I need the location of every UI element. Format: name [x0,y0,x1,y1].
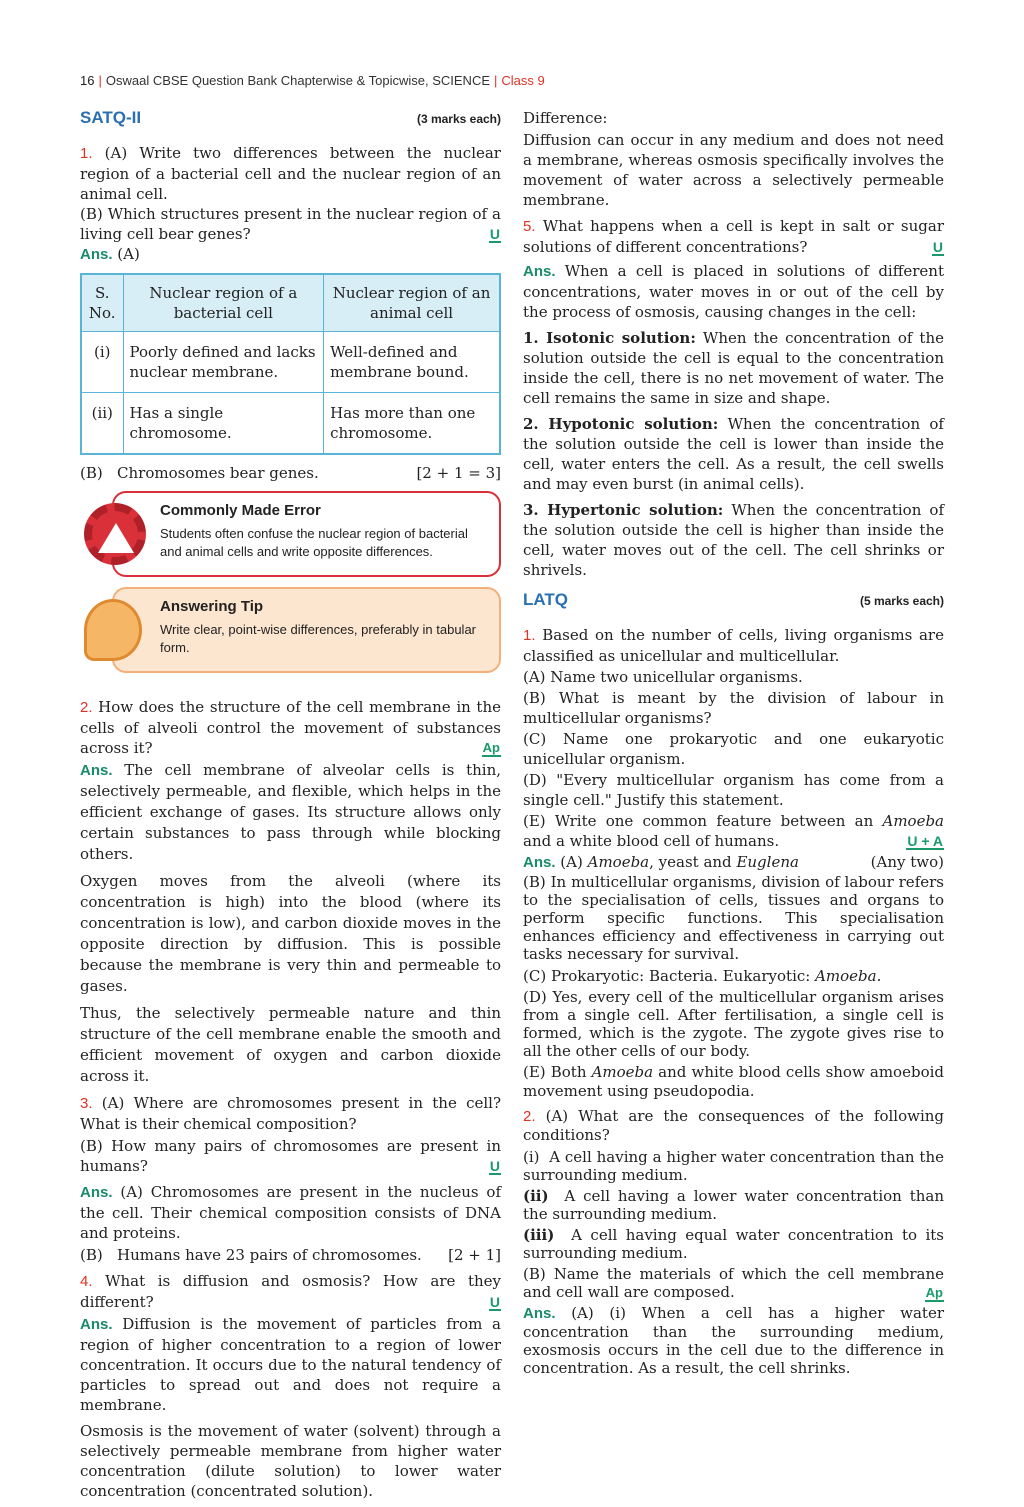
question-text: What happens when a cell is kept in salt or sugar solutions of different concentrations? [523,217,944,256]
question-5 [523,216,944,257]
common-error-box [112,491,501,577]
sub-question-text: A cell having equal water concentration to its surrounding medium. [523,1226,944,1262]
sub-question-e [523,811,944,851]
answering-tip-box [112,587,501,673]
left-column [80,108,501,1507]
sub-question-i [523,1148,944,1184]
sub-question-text: (B) Name the materials of which the cell membrane and cell wall are composed. [523,1265,944,1301]
answer-label: (B) [80,1246,103,1264]
answer-text: (A) (i) When a cell has a higher water concentration than the surrounding medium, exosmosis occurs in the cell due to the difference in concentration. As a result, the cell shrinks. [523,1304,944,1377]
point-text: When the concentration of the solution outside the cell is equal to the concentration inside the cell, there is no net movement of water. The cell remains the same in size and shape. [523,329,944,407]
latq-answer-1a [523,852,944,873]
organism-name: Amoeba [587,853,650,871]
understanding-tag: U [489,226,500,242]
book-title: Oswaal CBSE Question Bank Chapterwise & Topicwise, SCIENCE [105,73,491,88]
application-tag: Ap [925,1285,943,1300]
answer-1 [80,244,501,265]
sub-label: (iii) [523,1226,555,1244]
sub-label: (ii) [523,1187,549,1205]
question-text: (A) What are the consequences of the following conditions? [523,1107,944,1144]
table-cell: Well-defined and membrane bound. [324,332,500,393]
answer-text: (A) [560,853,588,871]
question-text: What is diffusion and osmosis? How are they different? [80,1272,501,1311]
latq-section-header [523,590,944,611]
latq-question-1 [523,625,944,666]
sub-question-ii [523,1187,944,1223]
section-title: SATQ-II [80,108,142,127]
question-3b [80,1136,501,1176]
question-text: (B) How many pairs of chromosomes are present in humans? [80,1137,501,1175]
table-cell: (ii) [81,393,123,455]
answer-text: (A) Chromosomes are present in the nucleus of the cell. Their chemical composition consists of DNA and proteins. [80,1183,501,1242]
answer-text: (E) Both [523,1063,592,1081]
answer-c [523,966,944,986]
question-text: Based on the number of cells, living organisms are classified as unicellular and multicellular. [523,626,944,665]
marks-label: [2 + 1 = 3] [416,464,501,482]
question-text: (B) Which structures present in the nuclear region of a living cell bear genes? [80,205,501,243]
sub-question-text: and a white blood cell of humans. [523,832,780,850]
organism-name: Amoeba. [815,967,882,985]
sub-question-text: A cell having a lower water concentration than the surrounding medium. [523,1187,944,1223]
answer-label: Ans. [523,263,556,280]
latq-answer-2 [523,1304,944,1377]
answer-paragraph: (D) Yes, every cell of the multicellular organism arises from a single cell. After fertilisation, a single cell is formed, which is the zygote. The zygote gives rise to all the other cells of our body. [523,988,944,1060]
section-marks: (3 marks each) [416,112,501,126]
answer-4 [80,1314,501,1415]
question-number: 5. [523,218,536,235]
tip-title: Answering Tip [160,598,264,615]
answer-paragraph: (B) In multicellular organisms, division of labour refers to the specialisation of cells, tissues and organs to perform specific functions. This specialisation enhances efficiency and effectiveness in carrying out tasks necessary for survival. [523,873,944,963]
question-text: How does the structure of the cell membrane in the cells of alveoli control the movement of substances across it? [80,698,501,757]
question-2 [80,697,501,758]
sub-question-b [523,1265,944,1301]
hypotonic-point [523,414,944,494]
table-cell: Has a single chromosome. [123,393,324,455]
marks-label: [2 + 1] [448,1246,501,1264]
comparison-table [80,273,501,455]
answer-paragraph: Oxygen moves from the alveoli (where its concentration is high) into the blood (where its concentration is low), and carbon dioxide moves in the opposite direction by diffusion. This is possible because the membrane is very thin and permeable to gases. [80,872,501,995]
table-cell: Poorly defined and lacks nuclear membrane. [123,332,324,393]
class-label: Class 9 [501,73,545,88]
sub-label: (i) [523,1148,540,1166]
answer-label: Ans. [80,246,113,263]
answer-label: Ans. [80,1184,113,1201]
sub-question: (C) Name one prokaryotic and one eukaryotic unicellular organism. [523,730,944,768]
point-text: When the concentration of the solution outside the cell is higher than inside the cell, water moves out of the cell. The cell shrinks or shrivels. [523,501,944,579]
question-number: 2. [80,699,93,716]
point-label: 2. Hypotonic solution: [523,415,719,433]
question-1b [80,204,501,244]
answer-5 [523,261,944,322]
question-number: 3. [80,1095,93,1112]
right-column [523,108,944,1383]
answer-text: (A) [117,245,140,263]
understanding-tag: U [932,239,943,255]
marks-label: (Any two) [870,853,944,871]
application-tag: Ap [482,740,500,755]
table-header: S. No. [81,274,123,332]
bulb-icon [84,599,142,661]
sub-question: (D) "Every multicellular organism has come from a single cell." Justify this statement. [523,771,944,809]
satq-section-header [80,108,501,129]
answer-text: and white blood cells show amoeboid movement using pseudopodia. [523,1063,944,1100]
answer-2 [80,760,501,865]
answer-text: Diffusion is the movement of particles from a region of higher concentration to a region of lower concentration. It occurs due to the natural tendency of particles to spread out and does not require a membrane. [80,1315,501,1414]
sub-question-text: (E) Write one common feature between an [523,812,883,830]
difference-label: Difference: [523,109,608,127]
table-cell: (i) [81,332,123,393]
table-row [81,393,500,455]
question-1 [80,143,501,204]
answer-3 [80,1182,501,1243]
table-header: Nuclear region of a bacterial cell [123,274,324,332]
isotonic-point [523,328,944,408]
error-text: Students often confuse the nuclear region of bacterial and animal cells and write opposite differences. [160,526,468,559]
question-text: (A) Write two differences between the nuclear region of a bacterial cell and the nuclear region of an animal cell. [80,144,501,203]
answer-label: Ans. [80,762,113,779]
answer-label: Ans. [523,1305,556,1322]
sub-question: (A) Name two unicellular organisms. [523,668,803,686]
answer-e [523,1063,944,1101]
answer-1b [80,463,501,483]
answer-text: The cell membrane of alveolar cells is thin, selectively permeable, and flexible, which helps in the efficient exchange of gases. Its structure allows only certain substances to pass through while blocking others. [80,761,501,863]
understanding-application-tag: U + A [907,833,943,849]
hypertonic-point [523,500,944,580]
page-header: 16 | Oswaal CBSE Question Bank Chapterwise & Topicwise, SCIENCE | Class 9 [80,73,545,88]
table-row [81,332,500,393]
tip-text: Write clear, point-wise differences, preferably in tabular form. [160,622,477,655]
understanding-tag: U [489,1158,500,1174]
question-3 [80,1093,501,1134]
question-4 [80,1271,501,1312]
answer-label: (B) [80,464,103,482]
answer-text: Humans have 23 pairs of chromosomes. [117,1246,422,1264]
answer-paragraph: Thus, the selectively permeable nature and thin structure of the cell membrane enable the smooth and efficient movement of oxygen and carbon dioxide across it. [80,1004,501,1085]
page-number: 16 [80,73,95,88]
table-header: Nuclear region of an animal cell [324,274,500,332]
section-marks: (5 marks each) [859,594,944,608]
answer-text: Chromosomes bear genes. [117,464,319,482]
point-label: 1. Isotonic solution: [523,329,696,347]
warning-icon [98,523,134,553]
answer-text: (C) Prokaryotic: Bacteria. Eukaryotic: [523,967,816,985]
understanding-tag: U [489,1294,500,1310]
table-header-row [81,274,500,332]
answer-3b [80,1245,501,1265]
section-title: LATQ [523,590,569,609]
error-title: Commonly Made Error [160,502,321,519]
answer-label: Ans. [80,1316,113,1333]
answer-text: When a cell is placed in solutions of different concentrations, water moves in or out of the cell by the process of osmosis, causing changes in the cell: [523,262,944,321]
sub-question-iii [523,1226,944,1262]
organism-name: Amoeba [882,812,944,830]
question-number: 1. [80,145,93,162]
point-label: 3. Hypertonic solution: [523,501,724,519]
question-text: (A) Where are chromosomes present in the cell? What is their chemical composition? [80,1094,501,1133]
answer-label: Ans. [523,854,556,871]
difference-text: Diffusion can occur in any medium and does not need a membrane, whereas osmosis specifically involves the movement of water across a selectively permeable membrane. [523,131,944,209]
question-number: 2. [523,1108,536,1125]
answer-paragraph: Osmosis is the movement of water (solvent) through a selectively permeable membrane from higher water concentration (dilute solution) to lower water concentration (concentrated solution). [80,1422,501,1500]
sub-question-text: A cell having a higher water concentration than the surrounding medium. [523,1148,944,1184]
question-number: 1. [523,627,536,644]
organism-name: Euglena [736,853,799,871]
table-cell: Has more than one chromosome. [324,393,500,455]
organism-name: Amoeba [591,1063,654,1081]
answer-text: , yeast and [649,853,737,871]
latq-question-2 [523,1107,944,1144]
question-number: 4. [80,1273,93,1290]
point-text: When the concentration of the solution outside the cell is lower than inside the cell, water enters the cell. As a result, the cell swells and may even burst (in animal cells). [523,415,944,493]
sub-question: (B) What is meant by the division of labour in multicellular organisms? [523,689,944,727]
